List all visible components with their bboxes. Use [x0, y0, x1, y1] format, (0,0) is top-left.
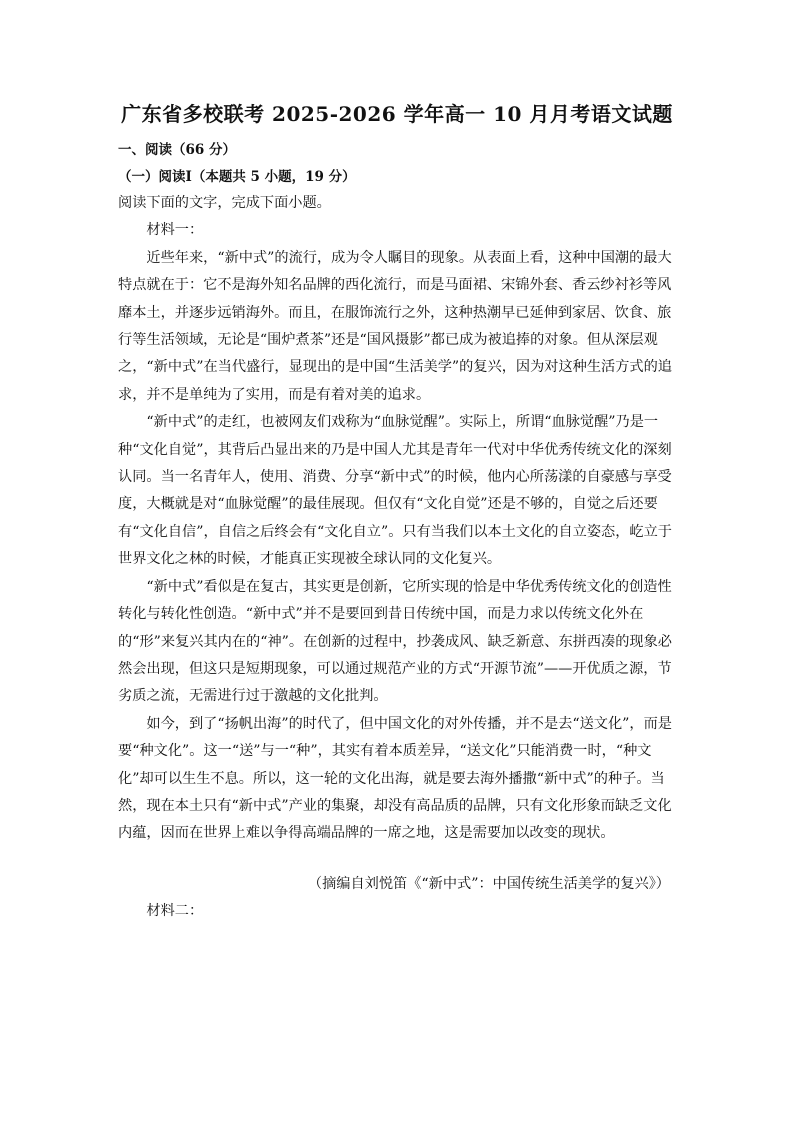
reading-passage — [118, 190, 678, 848]
section-heading: 一、阅读（66 分） — [118, 142, 236, 158]
paragraph: “新中式”看似是在复古，其实更是创新，它所实现的恰是中华优秀传统文化的创造性转化与转化性创造。“新中式”并不是要回到昔日传统中国，而是力求以传统文化外在的“形”来复兴其内在的“神”。在创新的过程中，抄袭成风、缺乏新意、东拼西凑的现象必然会出现，但这只是短期现象，可以通过规范产业的方式“开源节流”——开优质之源，节劣质之流，无需进行过于激越的文化批判。 — [118, 578, 672, 705]
source-citation: （摘编自刘悦笛《“新中式”：中国传统生活美学的复兴》） — [307, 876, 670, 892]
paragraph: 如今，到了“扬帆出海”的时代了，但中国文化的对外传播，并不是去“送文化”，而是要“种文化”。这一“送”与一“种”，其实有着本质差异，“送文化”只能消费一时，“种文化”却可以生生不息。所以，这一轮的文化出海，就是要去海外播撒“新中式”的种子。当然，现在本土只有“新中式”产业的集聚，却没有高品质的品牌，只有文化形象而缺乏文化内蕴，因而在世界上难以争得高端品牌的一席之地，这是需要加以改变的现状。 — [118, 715, 672, 842]
paragraph: “新中式”的走红，也被网友们戏称为“血脉觉醒”。实际上，所谓“血脉觉醒”乃是一种“文化自觉”，其背后凸显出来的乃是中国人尤其是青年一代对中华优秀传统文化的深刻认同。当一名青年人，使用、消费、分享“新中式”的时候，他内心所荡漾的自豪感与享受度，大概就是对“血脉觉醒”的最佳展现。但仅有“文化自觉”还是不够的，自觉之后还要有“文化自信”，自信之后终会有“文化自立”。只有当我们以本土文化的自立姿态，屹立于世界文化之林的时候，才能真正实现被全球认同的文化复兴。 — [118, 414, 672, 568]
subsection-heading: （一）阅读Ⅰ（本题共 5 小题，19 分） — [118, 169, 356, 185]
instruction-text: 阅读下面的文字，完成下面小题。 — [118, 195, 331, 211]
material-label: 材料二： — [146, 903, 204, 919]
page-title: 广东省多校联考 2025-2026 学年高一 10 月月考语文试题 — [121, 102, 673, 126]
paragraph: 近些年来，“新中式”的流行，成为令人瞩目的现象。从表面上看，这种中国潮的最大特点就在于：它不是海外知名品牌的西化流行，而是马面裙、宋锦外套、香云纱衬衫等风靡本土，并逐步远销海外。而且，在服饰流行之外，这种热潮早已延伸到家居、饮食、旅行等生活领域，无论是“围炉煮茶”还是“国风摄影”都已成为被追捧的对象。但从深层观之，“新中式”在当代盛行，显现出的是中国“生活美学”的复兴，因为对这种生活方式的追求，并不是单纯为了实用，而是有着对美的追求。 — [118, 249, 672, 403]
material-label: 材料一： — [146, 222, 204, 239]
